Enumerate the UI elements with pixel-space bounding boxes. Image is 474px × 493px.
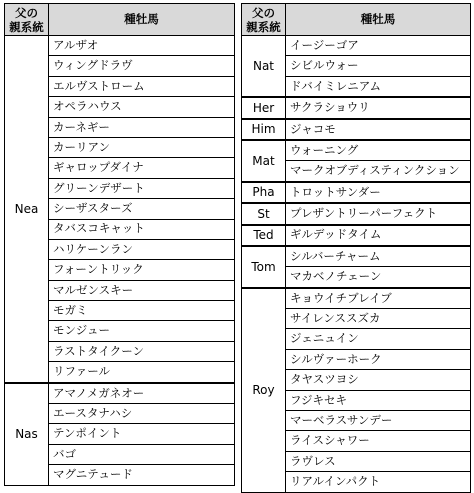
sire-name-cell: ラヴレス (286, 451, 471, 471)
sire-name-cell: フォーントリック (49, 260, 235, 280)
left-table-body (5, 36, 235, 486)
sire-name-cell: プレザントリーパーフェクト (286, 203, 471, 224)
sire-name-cell: マルゼンスキー (49, 280, 235, 300)
table-row (242, 119, 471, 140)
sire-name-cell: ハリケーンラン (49, 239, 235, 259)
sire-name-cell: ラストタイクーン (49, 341, 235, 361)
header-father-lineage (5, 4, 49, 36)
lineage-group-cell: Tom (242, 246, 286, 288)
header-father-lineage-line1: 父の (15, 5, 38, 20)
sire-name-cell: ジェニュイン (286, 329, 471, 349)
sire-name-cell: シルヴァーホーク (286, 349, 471, 369)
sire-name-cell: マカベノチェーン (286, 267, 471, 288)
table-row (242, 288, 471, 309)
lineage-group-cell: Mat (242, 140, 286, 182)
table-row (242, 203, 471, 224)
sire-name-cell: テンポイント (49, 424, 235, 444)
sire-name-cell: トロットサンダー (286, 182, 471, 203)
lineage-group-cell: Her (242, 97, 286, 118)
lineage-group-cell: Nea (5, 36, 49, 383)
sire-name-cell: ウォーニング (286, 140, 471, 161)
sire-name-cell: アルザオ (49, 36, 235, 56)
header-father-lineage (242, 4, 286, 36)
header-father-lineage-line1: 父の (252, 5, 275, 20)
sire-name-cell: マークオブディスティンクション (286, 161, 471, 182)
right-sire-table (241, 3, 471, 493)
sire-name-cell: サクラショウリ (286, 97, 471, 118)
table-row (242, 246, 471, 267)
sire-name-cell: シルバーチャーム (286, 246, 471, 267)
sire-name-cell: リアルインパクト (286, 472, 471, 492)
table-row (242, 36, 471, 56)
sire-name-cell: イージーゴア (286, 36, 471, 56)
sire-name-cell: マグニテュード (49, 465, 235, 485)
sire-name-cell: マーベラスサンデー (286, 411, 471, 431)
sire-name-cell: リファール (49, 362, 235, 383)
sire-name-cell: バゴ (49, 444, 235, 464)
sire-name-cell: サイレンススズカ (286, 309, 471, 329)
header-sire: 種牡馬 (49, 4, 235, 36)
header-father-lineage-line2: 親系統 (246, 19, 281, 34)
lineage-group-cell: Nat (242, 36, 286, 98)
sire-name-cell: シビルウォー (286, 56, 471, 76)
table-row (242, 225, 471, 246)
sire-name-cell: フジキセキ (286, 390, 471, 410)
sire-name-cell: エースタナハシ (49, 404, 235, 424)
sire-name-cell: ギルデッドタイム (286, 225, 471, 246)
sire-name-cell: シーザスターズ (49, 199, 235, 219)
sire-name-cell: ドバイミレニアム (286, 76, 471, 97)
table-row (5, 383, 235, 404)
lineage-group-cell: St (242, 203, 286, 224)
sire-name-cell: モンジュー (49, 321, 235, 341)
lineage-group-cell: Him (242, 119, 286, 140)
table-row (242, 140, 471, 161)
sire-name-cell: グリーンデザート (49, 178, 235, 198)
lineage-group-cell: Ted (242, 225, 286, 246)
right-table-body (242, 36, 471, 493)
header-father-lineage-line2: 親系統 (9, 19, 44, 34)
header-sire: 種牡馬 (286, 4, 471, 36)
left-sire-table (4, 3, 235, 486)
sire-name-cell: ライスシャワー (286, 431, 471, 451)
lineage-group-cell: Pha (242, 182, 286, 203)
table-row (242, 182, 471, 203)
lineage-group-cell: Roy (242, 288, 286, 492)
sire-name-cell: タバスコキャット (49, 219, 235, 239)
sire-name-cell: エルヴストローム (49, 76, 235, 96)
sire-name-cell: モガミ (49, 301, 235, 321)
sire-name-cell: キョウイチブレイブ (286, 288, 471, 309)
sire-name-cell: ギャロップダイナ (49, 158, 235, 178)
sire-name-cell: カーネギー (49, 117, 235, 137)
sire-name-cell: オペラハウス (49, 97, 235, 117)
sire-name-cell: アマノメガネオー (49, 383, 235, 404)
sire-name-cell: ウィングドラヴ (49, 56, 235, 76)
table-row (242, 97, 471, 118)
sire-name-cell: カーリアン (49, 137, 235, 157)
sire-name-cell: ジャコモ (286, 119, 471, 140)
lineage-group-cell: Nas (5, 383, 49, 485)
sire-name-cell: タヤスツヨシ (286, 370, 471, 390)
table-row (5, 36, 235, 56)
